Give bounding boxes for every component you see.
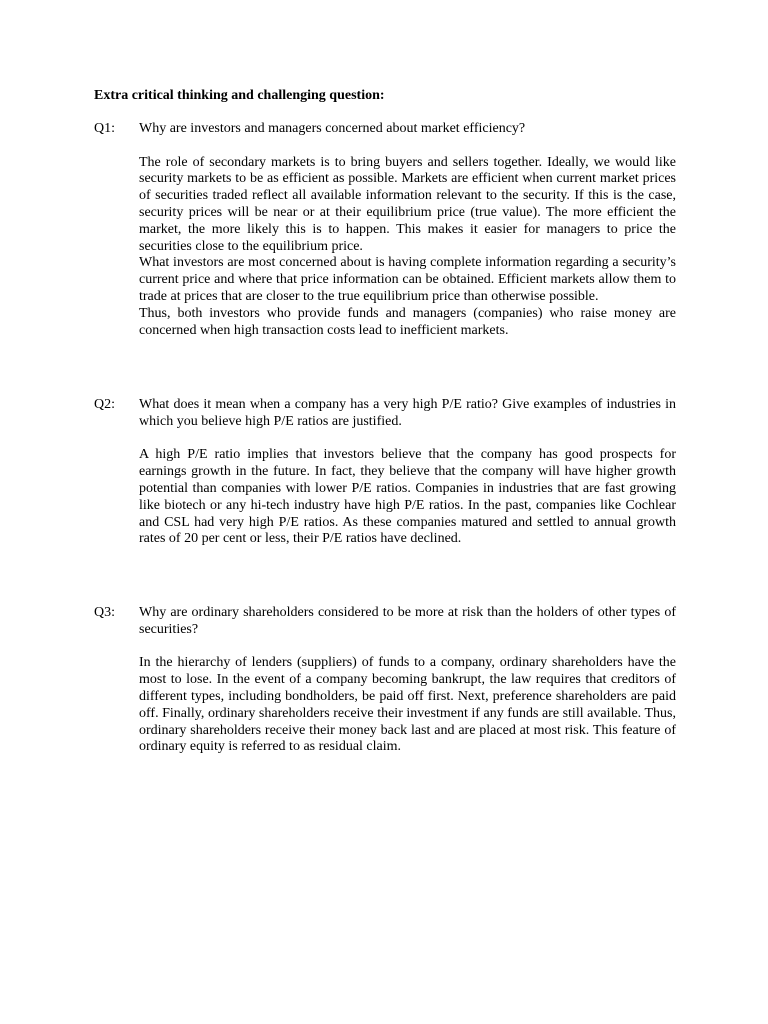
answer-paragraph: In the hierarchy of lenders (suppliers) of funds to a company, ordinary shareholders have the most to lose. In the event of a company becoming bankrupt, the law requires that creditors of different types, including bondholders, be paid off first. Next, preference shareholders are paid off. Finally, ordinary shareholders receive their investment if any funds are still available. Thus, ordinary shareholders receive their money back last and are placed at most risk. This feature of ordinary equity is referred to as residual claim. <box>139 655 676 755</box>
answer-text <box>139 155 676 340</box>
question-text: Why are investors and managers concerned about market efficiency? <box>139 121 526 136</box>
question-block-q2 <box>94 397 676 548</box>
question-text: What does it mean when a company has a very high P/E ratio? Give examples of industries in which you believe high P/E ratios are justified. <box>139 397 676 429</box>
answer-text <box>139 447 676 548</box>
answer-paragraph: Thus, both investors who provide funds and managers (companies) who raise money are concerned when high transaction costs lead to inefficient markets. <box>139 305 676 338</box>
question-block-q1 <box>94 121 676 339</box>
question-number: Q3: <box>94 605 115 620</box>
answer-paragraph: What investors are most concerned about is having complete information regarding a security’s current price and where that price information can be obtained. Efficient markets allow them to trade at prices that are closer to the true equilibrium price than otherwise possible. <box>139 255 676 304</box>
document-heading: Extra critical thinking and challenging question: <box>94 88 385 103</box>
question-block-q3 <box>94 605 676 756</box>
question-number: Q1: <box>94 121 115 136</box>
question-number: Q2: <box>94 397 115 412</box>
answer-paragraph: A high P/E ratio implies that investors believe that the company has good prospects for earnings growth in the future. In fact, they believe that the company will have higher growth potential than companies with lower P/E ratios. Companies in industries that are fast growing like biotech or any hi-tech industry have high P/E ratios. In the past, companies like Cochlear and CSL had very high P/E ratios. As these companies matured and settled to annual growth rates of 20 per cent or less, their P/E ratios have declined. <box>139 447 676 547</box>
answer-paragraph: The role of secondary markets is to bring buyers and sellers together. Ideally, we would like security markets to be as efficient as possible. Markets are efficient when current market prices of securities traded reflect all available information relevant to the security. If this is the case, security prices will be near or at their equilibrium price (true value). The more efficient the market, the more likely this is to happen. This makes it easier for managers to price the securities close to the equilibrium price. <box>139 154 676 254</box>
answer-text <box>139 655 676 756</box>
question-text: Why are ordinary shareholders considered to be more at risk than the holders of other types of securities? <box>139 605 676 637</box>
